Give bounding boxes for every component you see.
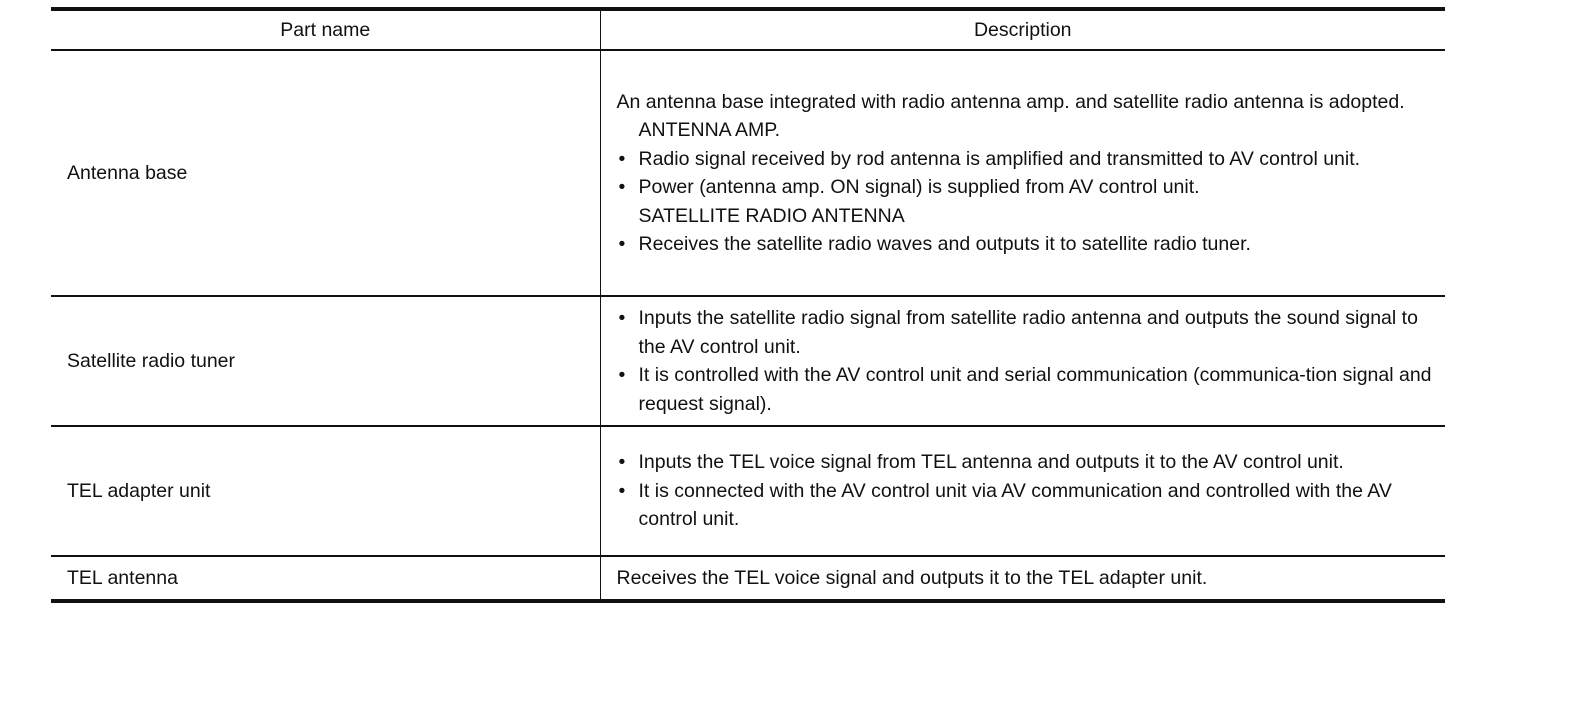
part-name-cell: Antenna base bbox=[51, 50, 600, 296]
bullet-text: Inputs the TEL voice signal from TEL antenna and outputs it to the AV control unit. bbox=[638, 451, 1344, 474]
table-row bbox=[51, 50, 1445, 296]
bullet-icon: • bbox=[618, 176, 626, 198]
column-header-part-name: Part name bbox=[51, 9, 600, 50]
description-subheading: ANTENNA AMP. bbox=[638, 119, 781, 141]
part-name-cell: TEL adapter unit bbox=[51, 426, 600, 556]
table-row bbox=[51, 426, 1445, 556]
parts-description-table bbox=[51, 7, 1445, 603]
bullet-text: Radio signal received by rod antenna is amplified and transmitted to AV control unit. bbox=[638, 147, 1361, 170]
part-name-cell: TEL antenna bbox=[51, 556, 600, 601]
bullet-text: Power (antenna amp. ON signal) is supplied from AV control unit. bbox=[638, 176, 1200, 198]
bullet-item bbox=[617, 448, 1436, 477]
description-cell bbox=[600, 50, 1445, 296]
description-intro: An antenna base integrated with radio antenna amp. and satellite radio antenna is adopted. bbox=[616, 90, 1405, 113]
description-subheading: SATELLITE RADIO ANTENNA bbox=[638, 204, 905, 227]
bullet-item bbox=[617, 361, 1436, 418]
table-row bbox=[51, 296, 1445, 426]
bullet-text: It is controlled with the AV control unit and serial communication (communica-tion signal and request signal). bbox=[638, 364, 1432, 415]
column-header-description: Description bbox=[600, 9, 1445, 50]
bullet-item bbox=[617, 145, 1436, 174]
description-cell bbox=[600, 426, 1445, 556]
bullet-icon: • bbox=[618, 147, 626, 170]
bullet-icon: • bbox=[618, 364, 626, 386]
bullet-item bbox=[617, 477, 1436, 534]
bullet-icon: • bbox=[618, 233, 626, 255]
bullet-item bbox=[617, 173, 1436, 202]
bullet-icon: • bbox=[618, 307, 626, 329]
description-cell: Receives the TEL voice signal and outputs it to the TEL adapter unit. bbox=[600, 556, 1445, 601]
bullet-icon: • bbox=[618, 479, 626, 502]
table-row bbox=[51, 556, 1445, 601]
bullet-text: It is connected with the AV control unit via AV communication and controlled with the AV control unit. bbox=[638, 479, 1392, 531]
description-cell bbox=[600, 296, 1445, 426]
header-row bbox=[51, 9, 1445, 50]
bullet-text: Receives the satellite radio waves and outputs it to satellite radio tuner. bbox=[638, 233, 1251, 255]
bullet-item bbox=[617, 230, 1436, 259]
part-name-cell: Satellite radio tuner bbox=[51, 296, 600, 426]
bullet-icon: • bbox=[618, 451, 626, 474]
bullet-text: Inputs the satellite radio signal from satellite radio antenna and outputs the sound signal to the AV control unit. bbox=[638, 307, 1418, 358]
bullet-item bbox=[617, 304, 1436, 361]
